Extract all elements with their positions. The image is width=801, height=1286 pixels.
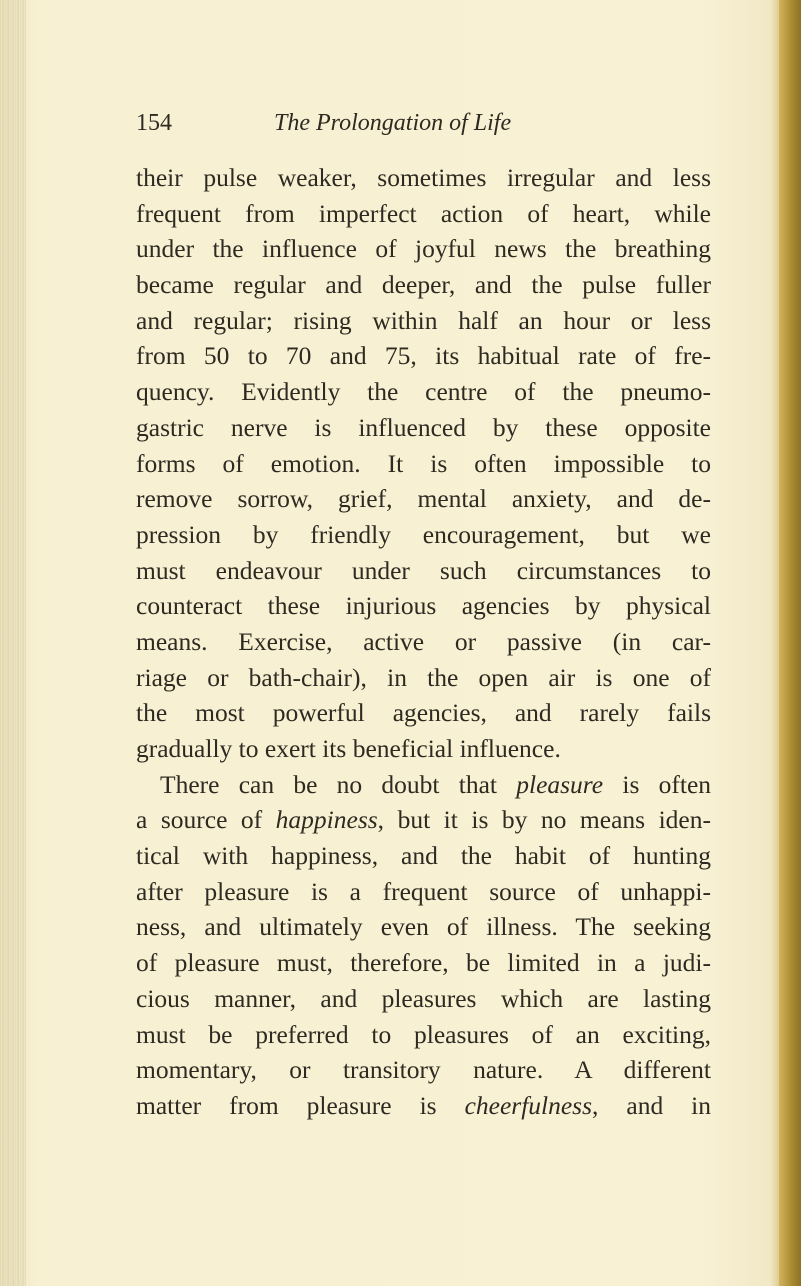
text-line: frequent from imperfect action of heart, while xyxy=(136,198,711,228)
text-line: of pleasure must, therefore, be limited in a judi- xyxy=(136,948,711,978)
body-text xyxy=(136,160,711,1124)
text-line: after pleasure is a frequent source of unhappi- xyxy=(136,876,711,906)
italic-term-happiness: happiness xyxy=(275,805,378,835)
text-line: their pulse weaker, sometimes irregular and less xyxy=(136,163,711,192)
italic-term-cheerfulness: cheerfulness xyxy=(464,1090,593,1120)
text-line: pression by friendly encouragement, but we xyxy=(136,519,711,549)
text-line: momentary, or transitory nature. A different xyxy=(136,1055,711,1085)
text-line: quency. Evidently the centre of the pneumo- xyxy=(136,377,711,407)
text-line: became regular and deeper, and the pulse fuller xyxy=(136,270,711,300)
text-run: There can be no doubt that xyxy=(160,769,517,799)
running-title: The Prolongation of Life xyxy=(274,110,512,136)
text-line xyxy=(136,767,711,803)
text-line: must be preferred to pleasures of an exciting, xyxy=(136,1019,711,1049)
text-line: ness, and ultimately even of illness. The seeking xyxy=(136,912,711,942)
page-number: 154 xyxy=(136,110,172,136)
text-line: gradually to exert its beneficial influence. xyxy=(136,734,561,763)
page-edge xyxy=(779,0,801,1286)
text-run: is often xyxy=(603,769,712,799)
text-line: remove sorrow, grief, mental anxiety, and de- xyxy=(136,484,711,514)
binding-gutter xyxy=(0,0,26,1286)
text-line xyxy=(136,1088,711,1124)
text-line xyxy=(136,802,711,838)
text-line: and regular; rising within half an hour or less xyxy=(136,305,711,335)
text-run: matter from pleasure is xyxy=(136,1090,465,1120)
text-line: cious manner, and pleasures which are lasting xyxy=(136,983,711,1013)
text-line: tical with happiness, and the habit of hunting xyxy=(136,841,711,871)
text-line: riage or bath-chair), in the open air is one of xyxy=(136,662,711,692)
text-line: must endeavour under such circumstances to xyxy=(136,555,711,585)
text-run: , but it is by no means iden- xyxy=(377,805,711,835)
italic-term-pleasure: pleasure xyxy=(516,769,604,799)
text-line: the most powerful agencies, and rarely fails xyxy=(136,698,711,728)
text-line: from 50 to 70 and 75, its habitual rate of fre- xyxy=(136,341,711,371)
page-header xyxy=(132,106,712,146)
text-line: means. Exercise, active or passive (in car- xyxy=(136,626,711,656)
text-line: under the influence of joyful news the breathing xyxy=(136,234,711,264)
text-line: forms of emotion. It is often impossible to xyxy=(136,448,711,478)
text-run: a source of xyxy=(136,805,276,835)
text-run: , and in xyxy=(592,1090,712,1120)
text-line: counteract these injurious agencies by physical xyxy=(136,591,711,621)
text-line: gastric nerve is influenced by these opposite xyxy=(136,412,711,442)
